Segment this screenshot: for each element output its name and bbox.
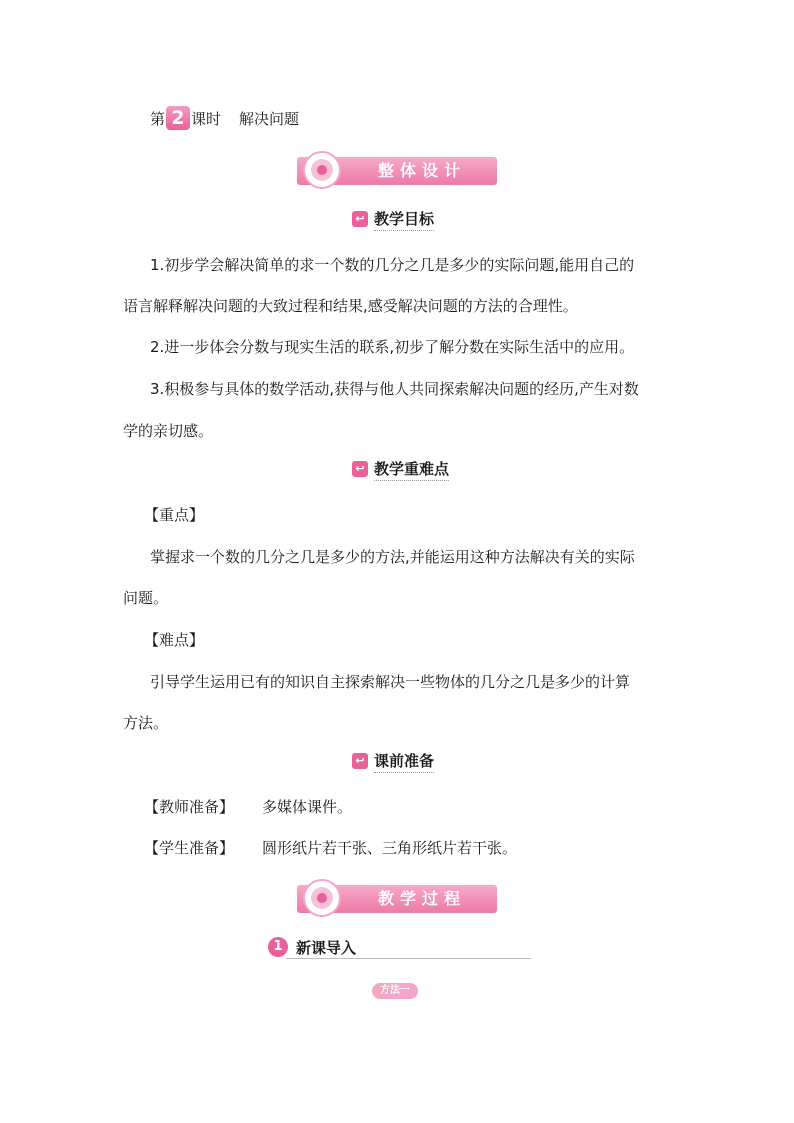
target-icon	[303, 879, 341, 917]
section-objectives-heading	[352, 208, 434, 230]
objective-3-line1: 3.积极参与具体的数学活动,获得与他人共同探索解决问题的经历,产生对数	[150, 380, 639, 398]
key-label: 【重点】	[144, 506, 205, 524]
arrow-icon: ↩	[352, 753, 368, 769]
banner-teaching-process	[297, 885, 497, 913]
lesson-number-badge: 2	[166, 106, 190, 130]
section-keypoints-heading	[352, 458, 449, 480]
student-value: 圆形纸片若干张、三角形纸片若干张。	[262, 839, 518, 857]
banner-overall-design	[297, 157, 497, 185]
lesson-prefix: 第	[150, 109, 166, 128]
new-lesson-heading	[268, 936, 356, 958]
section-title: 课前准备	[374, 750, 434, 773]
objective-2: 2.进一步体会分数与现实生活的联系,初步了解分数在实际生活中的应用。	[150, 338, 635, 356]
arrow-icon: ↩	[352, 461, 368, 477]
hard-line2: 方法。	[123, 714, 169, 732]
teacher-value: 多媒体课件。	[262, 798, 353, 816]
objective-3-line2: 学的亲切感。	[123, 422, 214, 440]
key-line2: 问题。	[123, 589, 169, 607]
banner-title: 整体设计	[377, 161, 466, 180]
divider	[286, 958, 531, 959]
section-title: 教学目标	[374, 208, 434, 231]
teacher-label: 【教师准备】	[144, 798, 235, 816]
step-number-badge: 1	[268, 937, 288, 957]
hard-label: 【难点】	[144, 631, 205, 649]
hard-line1: 引导学生运用已有的知识自主探索解决一些物体的几分之几是多少的计算	[150, 673, 631, 691]
objective-1-line1: 1.初步学会解决简单的求一个数的几分之几是多少的实际问题,能用自己的	[150, 256, 635, 274]
arrow-icon: ↩	[352, 211, 368, 227]
lesson-title: 解决问题	[239, 109, 300, 128]
method-tag: 方法一	[372, 983, 418, 999]
key-line1: 掌握求一个数的几分之几是多少的方法,并能运用这种方法解决有关的实际	[150, 548, 635, 566]
section-preparation-heading	[352, 750, 434, 772]
new-lesson-title: 新课导入	[296, 938, 357, 957]
lesson-heading	[150, 104, 299, 132]
objective-1-line2: 语言解释解决问题的大致过程和结果,感受解决问题的方法的合理性。	[123, 297, 578, 315]
lesson-suffix: 课时	[191, 109, 222, 128]
book-icon	[303, 151, 341, 189]
banner-title: 教学过程	[377, 889, 466, 908]
student-label: 【学生准备】	[144, 839, 235, 857]
section-title: 教学重难点	[374, 458, 449, 481]
